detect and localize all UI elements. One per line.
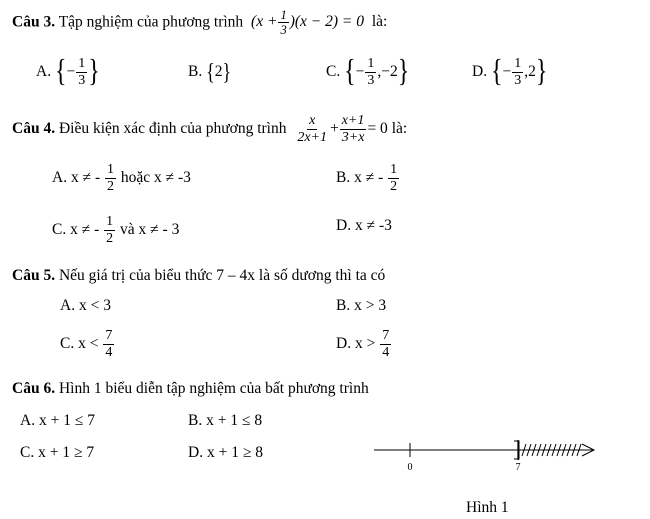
option-label: D. xyxy=(336,217,352,234)
q5-option-c[interactable]: C. x < $\frac{7}{4}$ xyxy=(60,328,113,361)
option-label: A. xyxy=(36,63,52,81)
question-3-equation: (x + $\frac{1}{3}$ )(x − 2) = 0 xyxy=(251,8,364,38)
q3-option-c[interactable]: C. {− $\frac{1}{3}$ ,−2} xyxy=(326,55,410,89)
right-brace-icon: } xyxy=(222,58,232,85)
question-6-text: Hình 1 biểu diễn tập nghiệm của bất phương trình xyxy=(58,380,369,397)
option-label: A. xyxy=(52,169,68,187)
question-6 xyxy=(12,380,369,398)
q5-option-d[interactable]: D. x > $\frac{7}{4}$ xyxy=(336,328,390,361)
origin-label: 0 xyxy=(407,462,413,473)
q3-option-b[interactable]: B. {2} xyxy=(188,58,232,85)
fraction: $\frac{1}{2}$ xyxy=(107,162,114,195)
fraction: $\frac{1}{2}$ xyxy=(390,162,398,195)
question-4 xyxy=(12,113,407,146)
fraction: $\frac{1}{2}$ xyxy=(106,214,114,247)
q5-option-b[interactable]: B. x > 3 xyxy=(336,297,387,314)
option-label: B. xyxy=(336,169,351,187)
q6-option-b[interactable]: B. x + 1 ≤ 8 xyxy=(188,412,263,429)
option-label: A. xyxy=(60,297,76,314)
fraction: $\frac{7}{4}$ xyxy=(382,328,390,361)
q3-option-d[interactable]: D. {− $\frac{1}{3}$ ,2} xyxy=(472,55,548,89)
question-5 xyxy=(12,267,385,285)
question-3 xyxy=(12,8,387,38)
q5-option-a[interactable]: A. x < 3 xyxy=(60,297,111,314)
q4-option-a[interactable]: A. x ≠ - $\frac{1}{2}$ hoặc x ≠ -3 xyxy=(52,162,191,195)
option-label: B. xyxy=(336,297,351,314)
q6-option-a[interactable]: A. x + 1 ≤ 7 xyxy=(20,412,95,429)
fraction: $\frac{1}{3}$ xyxy=(514,56,522,89)
left-brace-icon: { xyxy=(206,58,215,85)
question-4-text: Điều kiện xác định của phương trình xyxy=(58,120,287,138)
option-label: C. xyxy=(326,63,341,81)
option-label: A. xyxy=(20,412,36,429)
question-3-label: Câu 3. xyxy=(12,13,56,31)
q6-option-d[interactable]: D. x + 1 ≥ 8 xyxy=(188,444,263,461)
fraction: $\frac{x}{2x+1}$ xyxy=(297,113,328,146)
option-label: C. xyxy=(52,221,67,239)
fraction: $\frac{1}{3}$ xyxy=(367,56,375,89)
right-brace-icon: } xyxy=(88,55,100,89)
q3-option-a[interactable]: A. {− $\frac{1}{3}$ } xyxy=(36,55,100,89)
question-6-label: Câu 6. xyxy=(12,380,56,397)
question-4-equation: $\frac{x}{2x+1}$ + $\frac{x+1}{3+x}$ = 0 xyxy=(297,113,388,146)
option-label: C. xyxy=(20,444,35,461)
fraction: $\frac{7}{4}$ xyxy=(105,328,113,361)
option-label: D. xyxy=(472,63,488,81)
right-brace-icon: } xyxy=(397,55,410,89)
fraction: $\frac{1}{3}$ xyxy=(280,8,287,38)
number-line-figure xyxy=(370,430,610,480)
question-4-tail: là: xyxy=(391,120,408,138)
question-3-tail: là: xyxy=(371,13,388,31)
option-label: D. xyxy=(336,335,352,353)
fraction: $\frac{x+1}{3+x}$ xyxy=(341,113,365,146)
left-brace-icon: { xyxy=(344,55,356,89)
bound-label: 7 xyxy=(515,462,521,473)
q4-option-d[interactable]: D. x ≠ -3 xyxy=(336,217,392,234)
q6-option-c[interactable]: C. x + 1 ≥ 7 xyxy=(20,444,95,461)
question-5-text: Nếu giá trị của biểu thức 7 – 4x là số dương thì ta có xyxy=(58,267,386,284)
figure-caption: Hình 1 xyxy=(466,499,509,516)
question-5-label: Câu 5. xyxy=(12,267,56,284)
left-brace-icon: { xyxy=(54,55,67,89)
option-label: D. xyxy=(188,444,204,461)
q4-option-c[interactable]: C. x ≠ - $\frac{1}{2}$ và x ≠ - 3 xyxy=(52,214,180,247)
fraction: $\frac{1}{3}$ xyxy=(78,56,86,89)
question-3-text: Tập nghiệm của phương trình xyxy=(58,13,244,31)
question-4-label: Câu 4. xyxy=(12,120,56,138)
q4-option-b[interactable]: B. x ≠ - $\frac{1}{2}$ xyxy=(336,162,398,195)
option-label: B. xyxy=(188,412,203,429)
left-brace-icon: { xyxy=(490,55,503,89)
right-brace-icon: } xyxy=(535,55,548,89)
option-label: C. xyxy=(60,335,75,353)
option-label: B. xyxy=(188,63,203,81)
